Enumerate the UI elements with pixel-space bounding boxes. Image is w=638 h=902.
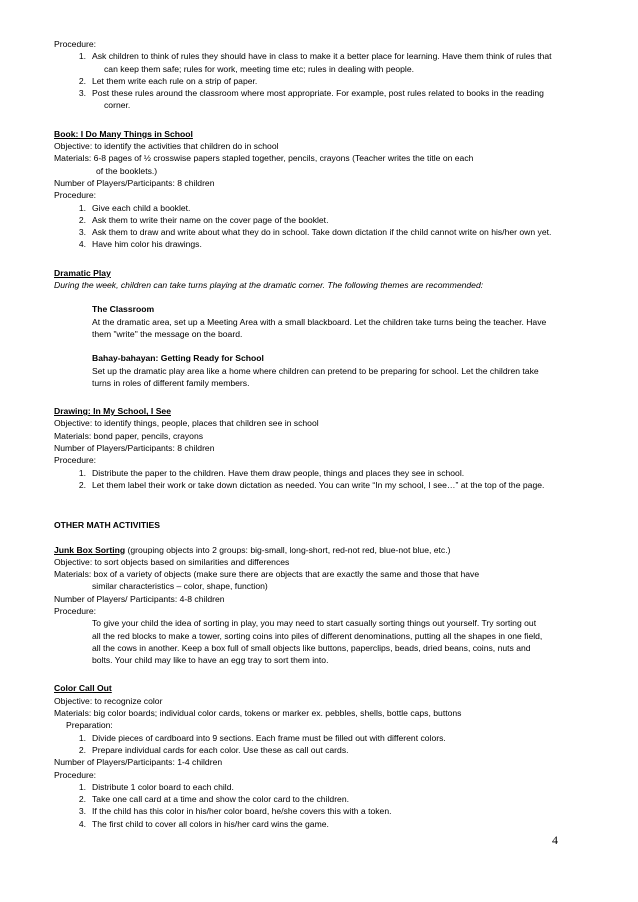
list-item: 1. Distribute the paper to the children. Have them draw people, things and places they see in school. — [78, 467, 465, 478]
section-title-drawing: Drawing: In My School, I See — [54, 406, 171, 417]
procedure-label: Procedure: — [54, 605, 97, 616]
section-title-color-call-out: Color Call Out — [54, 683, 112, 694]
junk-title-note: (grouping objects into 2 groups: big-small, long-short, red-not red, blue-not blue, etc.) — [125, 544, 451, 555]
objective-text: Objective: to identify things, people, places that children see in school — [54, 418, 319, 429]
theme-text: Set up the dramatic play area like a home where children can pretend to be preparing for school. Let the children take — [92, 365, 539, 376]
list-item: 2. Let them write each rule on a strip of paper. — [78, 75, 258, 86]
list-item: 2. Let them label their work or take down dictation as needed. You can write “In my school, I see…” at the top of the page. — [78, 479, 545, 490]
list-item: 2. Prepare individual cards for each color. Use these as call out cards. — [78, 744, 349, 755]
list-item: 4. The first child to cover all colors in his/her card wins the game. — [78, 818, 329, 829]
objective-text: Objective: to identify the activities that children do in school — [54, 141, 279, 152]
list-item: 1. Distribute 1 color board to each child. — [78, 781, 234, 792]
players-text: Number of Players/Participants: 8 children — [54, 177, 215, 188]
page-number: 4 — [552, 833, 558, 847]
page-content — [54, 38, 566, 830]
procedure-label: Procedure: — [54, 190, 97, 201]
section1-procedure-list — [54, 50, 566, 111]
list-item: 3. Post these rules around the classroom where most appropriate. For example, post rules related to books in the reading corner. — [78, 88, 544, 111]
materials-text-cont: similar characteristics – color, shape, function) — [92, 581, 268, 592]
section-title-book: Book: I Do Many Things in School — [54, 128, 193, 139]
list-item: 4. Have him color his drawings. — [78, 239, 202, 250]
procedure-label: Procedure: — [54, 455, 97, 466]
junk-paragraph-line: bolts. Your child may like to have an egg tray to sort them into. — [92, 655, 329, 666]
players-text: Number of Players/ Participants: 4-8 children — [54, 593, 225, 604]
list-item: 3. If the child has this color in his/her color board, he/she covers this with a token. — [78, 806, 392, 817]
junk-paragraph-line: all the red blocks to make a tower, sorting coins into piles of different denominations, putting all the shapes in one field, — [92, 630, 543, 641]
theme-text: them "write" the message on the board. — [92, 328, 243, 339]
preparation-label: Preparation: — [66, 720, 113, 731]
materials-text: Materials: box of a variety of objects (make sure there are objects that are exactly the same and those that have — [54, 569, 480, 580]
materials-text: Materials: bond paper, pencils, crayons — [54, 430, 204, 441]
theme-title-classroom: The Classroom — [92, 304, 155, 315]
objective-text: Objective: to recognize color — [54, 695, 163, 706]
theme-text: At the dramatic area, set up a Meeting Area with a small blackboard. Let the children take turns being the teacher. Have — [92, 316, 547, 327]
list-item: 2. Take one call card at a time and show the color card to the children. — [78, 794, 349, 805]
junk-paragraph-line: all the cows in another. Keep a box full of small objects like buttons, paperclips, beads, dried beans, coins, nuts and — [92, 642, 531, 653]
junk-title-line — [54, 544, 566, 556]
color-procedure-list — [54, 781, 566, 830]
materials-text: Materials: 6-8 pages of ½ crosswise papers stapled together, pencils, crayons (Teacher writes the title on each — [54, 153, 474, 164]
procedure-label: Procedure: — [54, 769, 97, 780]
drawing-procedure-list — [54, 467, 566, 492]
materials-text-cont: of the booklets.) — [96, 165, 158, 176]
list-item: 1. Give each child a booklet. — [78, 202, 191, 213]
theme-title-bahay-bahayan: Bahay-bahayan: Getting Ready for School — [92, 353, 264, 364]
dramatic-intro: During the week, children can take turns playing at the dramatic corner. The following themes are recommended: — [54, 280, 484, 291]
list-item: 2. Ask them to write their name on the cover page of the booklet. — [78, 214, 329, 225]
theme-text: turns in roles of different family members. — [92, 377, 250, 388]
section-title-dramatic-play: Dramatic Play — [54, 267, 111, 278]
list-item: 1. Ask children to think of rules they should have in class to make it a better place for learning. Have them think of rules that can keep them safe; rules for work, meeting time etc; rules in dealing with people. — [78, 51, 552, 74]
procedure-label: Procedure: — [54, 39, 97, 49]
list-item: 1. Divide pieces of cardboard into 9 sections. Each frame must be filled out with different colors. — [78, 732, 446, 743]
players-text: Number of Players/Participants: 1-4 children — [54, 757, 223, 768]
section-title-junk-box: Junk Box Sorting — [54, 544, 126, 555]
book-procedure-list — [54, 202, 566, 251]
objective-text: Objective: to sort objects based on similarities and differences — [54, 556, 290, 567]
materials-text: Materials: big color boards; individual color cards, tokens or marker ex. pebbles, shells, bottle caps, buttons — [54, 708, 462, 719]
list-item: 3. Ask them to draw and write about what they do in school. Take down dictation if the child cannot write on his/her own yet. — [78, 227, 552, 238]
color-preparation-list — [54, 732, 566, 757]
section-heading-other-math: OTHER MATH ACTIVITIES — [54, 520, 160, 531]
junk-paragraph-line: To give your child the idea of sorting in play, you may need to start casually sorting things out yourself. Try sorting out — [92, 618, 537, 629]
players-text: Number of Players/Participants: 8 children — [54, 443, 215, 454]
